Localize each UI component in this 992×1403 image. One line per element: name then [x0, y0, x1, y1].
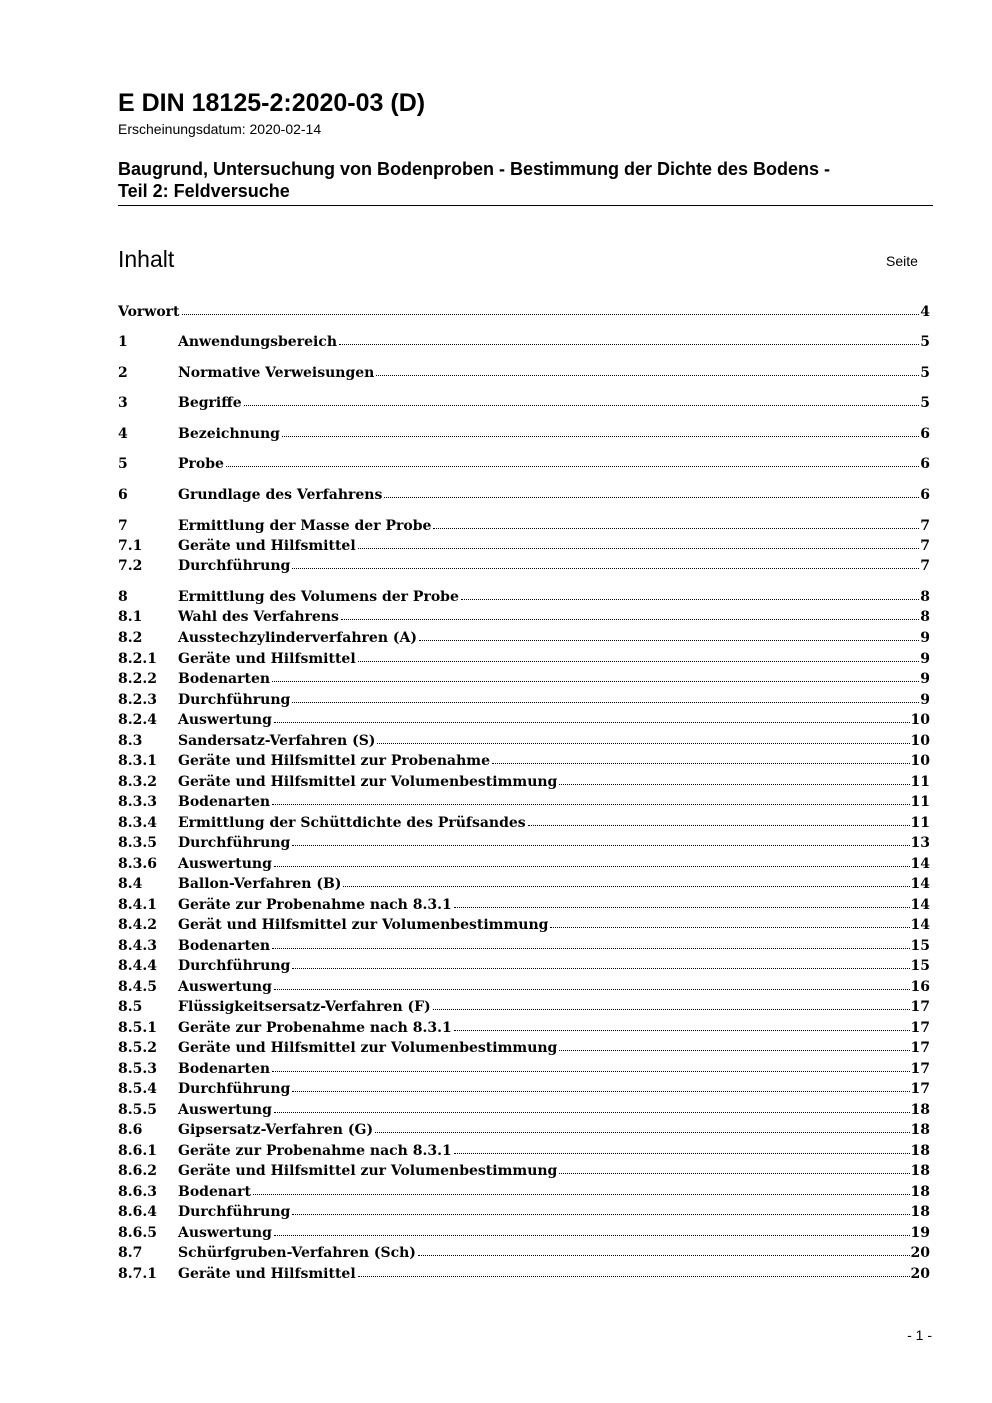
toc-dot-leader: [253, 1193, 910, 1195]
toc-dot-leader: [454, 1029, 910, 1031]
toc-entry-number: 7.2: [118, 558, 143, 574]
toc-entry-number: 2: [118, 365, 128, 381]
toc-entry-page: 17: [910, 1081, 930, 1097]
toc-entry-page: 6: [920, 426, 930, 442]
toc-entry-number: 8.5.1: [118, 1020, 157, 1036]
toc-dot-leader: [272, 947, 909, 949]
title-divider: [118, 205, 933, 206]
toc-entry-page: 4: [920, 304, 930, 320]
toc-entry-title: Geräte zur Probenahme nach 8.3.1: [178, 1020, 452, 1036]
toc-entry-title: Bodenarten: [178, 938, 271, 954]
toc-dot-leader: [433, 1008, 910, 1010]
toc-entry-number: 8.6.4: [118, 1204, 157, 1220]
toc-entry-page: 11: [910, 774, 930, 790]
toc-entry[interactable]: [118, 302, 930, 322]
toc-entry-number: 8.6.1: [118, 1143, 157, 1159]
toc-entry[interactable]: [118, 813, 930, 833]
toc-entry[interactable]: [118, 690, 930, 710]
toc-page-column-label: Seite: [886, 253, 918, 269]
toc-entry-number: 5: [118, 456, 128, 472]
toc-entry-page: 17: [910, 999, 930, 1015]
toc-entry[interactable]: [118, 1018, 930, 1038]
toc-entry-number: 4: [118, 426, 128, 442]
toc-entry-page: 5: [920, 365, 930, 381]
toc-dot-leader: [274, 988, 910, 990]
toc-entry-page: 18: [910, 1122, 930, 1138]
toc-entry-title: Bodenart: [178, 1184, 251, 1200]
toc-entry-number: 8.5: [118, 999, 143, 1015]
toc-entry[interactable]: [118, 1141, 930, 1161]
toc-entry[interactable]: [118, 895, 930, 915]
toc-entry-page: 15: [910, 938, 930, 954]
toc-entry[interactable]: [118, 772, 930, 792]
toc-entry-page: 9: [920, 671, 930, 687]
toc-entry-number: 6: [118, 487, 128, 503]
toc-entry-title: Wahl des Verfahrens: [178, 609, 339, 625]
toc-entry[interactable]: [118, 1182, 930, 1202]
toc-entry[interactable]: [118, 956, 930, 976]
toc-entry[interactable]: [118, 516, 930, 536]
toc-entry-page: 10: [910, 753, 930, 769]
toc-entry-number: 8.6.5: [118, 1225, 157, 1241]
toc-entry-page: 20: [910, 1245, 930, 1261]
toc-entry-title: Ausstechzylinderverfahren (A): [178, 630, 417, 646]
publication-date: Erscheinungsdatum: 2020-02-14: [118, 121, 322, 137]
document-title-line-1: Baugrund, Untersuchung von Bodenproben - Bestimmung der Dichte des Bodens -: [118, 159, 831, 179]
toc-entry-number: Vorwort: [118, 304, 180, 320]
toc-entry-number: 1: [118, 334, 128, 350]
toc-entry-page: 14: [910, 856, 930, 872]
toc-entry-title: Durchführung: [178, 1204, 291, 1220]
toc-entry-number: 8.4.1: [118, 897, 157, 913]
toc-entry-page: 17: [910, 1020, 930, 1036]
toc-entry-number: 8.2.3: [118, 692, 157, 708]
toc-entry-title: Bodenarten: [178, 671, 271, 687]
toc-dot-leader: [375, 1131, 909, 1133]
toc-dot-leader: [358, 660, 920, 662]
toc-dot-leader: [433, 527, 919, 529]
toc-entry[interactable]: [118, 833, 930, 853]
toc-entry-number: 8: [118, 589, 128, 605]
toc-dot-leader: [292, 1213, 909, 1215]
toc-entry-number: 8.3.1: [118, 753, 157, 769]
document-title: [118, 158, 933, 202]
toc-entry-page: 9: [920, 692, 930, 708]
toc-entry-page: 16: [910, 979, 930, 995]
toc-entry-title: Durchführung: [178, 958, 291, 974]
toc-entry-page: 18: [910, 1163, 930, 1179]
toc-dot-leader: [292, 567, 919, 569]
toc-entry[interactable]: [118, 1223, 930, 1243]
toc-entry-number: 8.2.4: [118, 712, 157, 728]
toc-entry-number: 8.5.2: [118, 1040, 157, 1056]
toc-entry-number: 7: [118, 518, 128, 534]
toc-entry-title: Geräte zur Probenahme nach 8.3.1: [178, 1143, 452, 1159]
toc-entry-page: 11: [910, 815, 930, 831]
toc-entry-title: Ermittlung der Schüttdichte des Prüfsandes: [178, 815, 526, 831]
toc-entry-page: 9: [920, 651, 930, 667]
toc-dot-leader: [272, 680, 919, 682]
toc-entry[interactable]: [118, 536, 930, 556]
toc-dot-leader: [376, 374, 919, 376]
toc-entry-title: Durchführung: [178, 692, 291, 708]
toc-entry-page: 19: [910, 1225, 930, 1241]
toc-dot-leader: [550, 926, 909, 928]
toc-entry[interactable]: [118, 1161, 930, 1181]
toc-entry-number: 8.4.2: [118, 917, 157, 933]
toc-entry[interactable]: [118, 936, 930, 956]
toc-entry[interactable]: [118, 997, 930, 1017]
toc-entry-number: 8.6.3: [118, 1184, 157, 1200]
toc-dot-leader: [528, 824, 910, 826]
toc-entry[interactable]: [118, 1120, 930, 1140]
toc-entry-title: Durchführung: [178, 835, 291, 851]
toc-entry-page: 11: [910, 794, 930, 810]
toc-entry[interactable]: [118, 607, 930, 627]
toc-entry-page: 5: [920, 395, 930, 411]
toc-entry-page: 10: [910, 712, 930, 728]
toc-entry-page: 7: [920, 518, 930, 534]
toc-entry[interactable]: [118, 1243, 930, 1263]
document-title-line-2: Teil 2: Feldversuche: [118, 181, 290, 201]
toc-entry-title: Normative Verweisungen: [178, 365, 375, 381]
toc-dot-leader: [492, 762, 910, 764]
toc-entry[interactable]: [118, 424, 930, 444]
toc-entry-page: 15: [910, 958, 930, 974]
toc-entry-title: Bezeichnung: [178, 426, 280, 442]
toc-dot-leader: [419, 639, 919, 641]
toc-entry-page: 5: [920, 334, 930, 350]
toc-dot-leader: [274, 865, 910, 867]
toc-dot-leader: [454, 906, 910, 908]
toc-entry[interactable]: [118, 1202, 930, 1222]
toc-dot-leader: [282, 435, 919, 437]
toc-entry-title: Ermittlung des Volumens der Probe: [178, 589, 459, 605]
toc-entry-number: 8.6.2: [118, 1163, 157, 1179]
toc-entry-title: Geräte und Hilfsmittel zur Volumenbestimmung: [178, 774, 558, 790]
toc-entry[interactable]: [118, 915, 930, 935]
toc-entry-title: Anwendungsbereich: [178, 334, 337, 350]
toc-entry-page: 18: [910, 1204, 930, 1220]
toc-entry-number: 8.3.2: [118, 774, 157, 790]
toc-entry[interactable]: [118, 332, 930, 352]
toc-entry-number: 8.2: [118, 630, 143, 646]
toc-entry-title: Auswertung: [178, 1102, 272, 1118]
toc-entry[interactable]: [118, 628, 930, 648]
toc-entry-page: 7: [920, 558, 930, 574]
toc-heading: Inhalt: [118, 246, 175, 272]
page-number: - 1 -: [907, 1327, 932, 1343]
toc-entry-number: 8.3.5: [118, 835, 157, 851]
toc-entry-page: 8: [920, 609, 930, 625]
toc-entry-title: Sandersatz-Verfahren (S): [178, 733, 376, 749]
toc-entry-title: Geräte und Hilfsmittel: [178, 1266, 356, 1282]
toc-entry-number: 8.4.3: [118, 938, 157, 954]
toc-entry-page: 7: [920, 538, 930, 554]
toc-entry-title: Flüssigkeitsersatz-Verfahren (F): [178, 999, 431, 1015]
toc-entry-number: 8.3.3: [118, 794, 157, 810]
toc-entry-title: Durchführung: [178, 558, 291, 574]
toc-entry[interactable]: [118, 874, 930, 894]
toc-entry-page: 8: [920, 589, 930, 605]
toc-dot-leader: [358, 1275, 910, 1277]
toc-dot-leader: [377, 742, 909, 744]
toc-entry-title: Ermittlung der Masse der Probe: [178, 518, 432, 534]
toc-entry-page: 13: [910, 835, 930, 851]
toc-dot-leader: [384, 496, 919, 498]
toc-entry-number: 8.2.2: [118, 671, 157, 687]
toc-entry[interactable]: [118, 1059, 930, 1079]
toc-entry-page: 18: [910, 1102, 930, 1118]
toc-entry-page: 6: [920, 456, 930, 472]
toc-dot-leader: [272, 803, 909, 805]
toc-entry[interactable]: [118, 363, 930, 383]
toc-entry[interactable]: [118, 792, 930, 812]
toc-dot-leader: [272, 1070, 909, 1072]
toc-entry-number: 8.3: [118, 733, 143, 749]
toc-entry-title: Schürfgruben-Verfahren (Sch): [178, 1245, 416, 1261]
toc-entry-page: 9: [920, 630, 930, 646]
toc-dot-leader: [292, 967, 909, 969]
toc-entry-title: Geräte und Hilfsmittel: [178, 651, 356, 667]
toc-entry-page: 17: [910, 1040, 930, 1056]
toc-entry-number: 8.7: [118, 1245, 143, 1261]
toc-entry-title: Bodenarten: [178, 794, 271, 810]
toc-entry-number: 8.4: [118, 876, 143, 892]
toc-entry-number: 3: [118, 395, 128, 411]
toc-entry-number: 8.5.3: [118, 1061, 157, 1077]
toc-entry-title: Gipsersatz-Verfahren (G): [178, 1122, 374, 1138]
toc-dot-leader: [339, 343, 919, 345]
toc-dot-leader: [274, 721, 910, 723]
toc-dot-leader: [559, 1172, 909, 1174]
toc-entry-page: 14: [910, 876, 930, 892]
toc-entry-title: Geräte und Hilfsmittel zur Volumenbestimmung: [178, 1040, 558, 1056]
toc-entry[interactable]: [118, 731, 930, 751]
toc-entry-title: Geräte zur Probenahme nach 8.3.1: [178, 897, 452, 913]
toc-dot-leader: [454, 1152, 910, 1154]
toc-dot-leader: [274, 1234, 910, 1236]
toc-entry-number: 8.3.4: [118, 815, 157, 831]
document-id: E DIN 18125-2:2020-03 (D): [118, 89, 426, 117]
toc-entry-title: Auswertung: [178, 979, 272, 995]
toc-entry-number: 8.4.5: [118, 979, 157, 995]
toc-dot-leader: [244, 404, 920, 406]
toc-entry-number: 8.5.4: [118, 1081, 157, 1097]
toc-entry-page: 10: [910, 733, 930, 749]
toc-dot-leader: [226, 465, 919, 467]
toc-entry[interactable]: [118, 649, 930, 669]
toc-entry[interactable]: [118, 854, 930, 874]
toc-entry-number: 8.6: [118, 1122, 143, 1138]
toc-entry-page: 6: [920, 487, 930, 503]
toc-entry-page: 17: [910, 1061, 930, 1077]
toc-entry-title: Ballon-Verfahren (B): [178, 876, 342, 892]
toc-entry[interactable]: [118, 1079, 930, 1099]
toc-entry-title: Probe: [178, 456, 224, 472]
toc-entry[interactable]: [118, 977, 930, 997]
toc-dot-leader: [343, 885, 909, 887]
toc-entry-number: 8.7.1: [118, 1266, 157, 1282]
toc-entry-page: 18: [910, 1184, 930, 1200]
toc-dot-leader: [461, 598, 919, 600]
toc-entry-title: Auswertung: [178, 1225, 272, 1241]
toc-entry[interactable]: [118, 751, 930, 771]
toc-entry-title: Grundlage des Verfahrens: [178, 487, 383, 503]
toc-entry-number: 8.5.5: [118, 1102, 157, 1118]
toc-entry-number: 8.3.6: [118, 856, 157, 872]
toc-entry-page: 18: [910, 1143, 930, 1159]
toc-entry-title: Gerät und Hilfsmittel zur Volumenbestimmung: [178, 917, 549, 933]
toc-entry[interactable]: [118, 556, 930, 576]
toc-entry[interactable]: [118, 454, 930, 474]
toc-dot-leader: [274, 1111, 910, 1113]
toc-entry-number: 7.1: [118, 538, 143, 554]
toc-entry-title: Begriffe: [178, 395, 242, 411]
toc-entry-number: 8.1: [118, 609, 143, 625]
toc-entry-title: Auswertung: [178, 712, 272, 728]
toc-dot-leader: [292, 1090, 909, 1092]
toc-entry-title: Geräte und Hilfsmittel: [178, 538, 356, 554]
toc-entry[interactable]: [118, 669, 930, 689]
toc-dot-leader: [559, 783, 909, 785]
toc-entry[interactable]: [118, 485, 930, 505]
toc-dot-leader: [292, 701, 919, 703]
toc-entry[interactable]: [118, 1100, 930, 1120]
toc-dot-leader: [182, 313, 920, 315]
toc-entry[interactable]: [118, 393, 930, 413]
toc-entry-title: Auswertung: [178, 856, 272, 872]
toc-entry-page: 14: [910, 917, 930, 933]
toc-dot-leader: [358, 547, 920, 549]
toc-entry[interactable]: [118, 1038, 930, 1058]
toc-dot-leader: [418, 1254, 910, 1256]
toc-entry-title: Geräte und Hilfsmittel zur Probenahme: [178, 753, 490, 769]
toc-entry[interactable]: [118, 1264, 930, 1284]
toc-entry-title: Durchführung: [178, 1081, 291, 1097]
toc-entry-page: 20: [910, 1266, 930, 1282]
toc-dot-leader: [341, 618, 919, 620]
toc-entry-page: 14: [910, 897, 930, 913]
toc-entry-title: Geräte und Hilfsmittel zur Volumenbestimmung: [178, 1163, 558, 1179]
toc-dot-leader: [292, 844, 909, 846]
toc-entry[interactable]: [118, 587, 930, 607]
toc-entry[interactable]: [118, 710, 930, 730]
toc-entry-title: Bodenarten: [178, 1061, 271, 1077]
toc-dot-leader: [559, 1049, 909, 1051]
toc-entry-number: 8.2.1: [118, 651, 157, 667]
toc-entry-number: 8.4.4: [118, 958, 157, 974]
